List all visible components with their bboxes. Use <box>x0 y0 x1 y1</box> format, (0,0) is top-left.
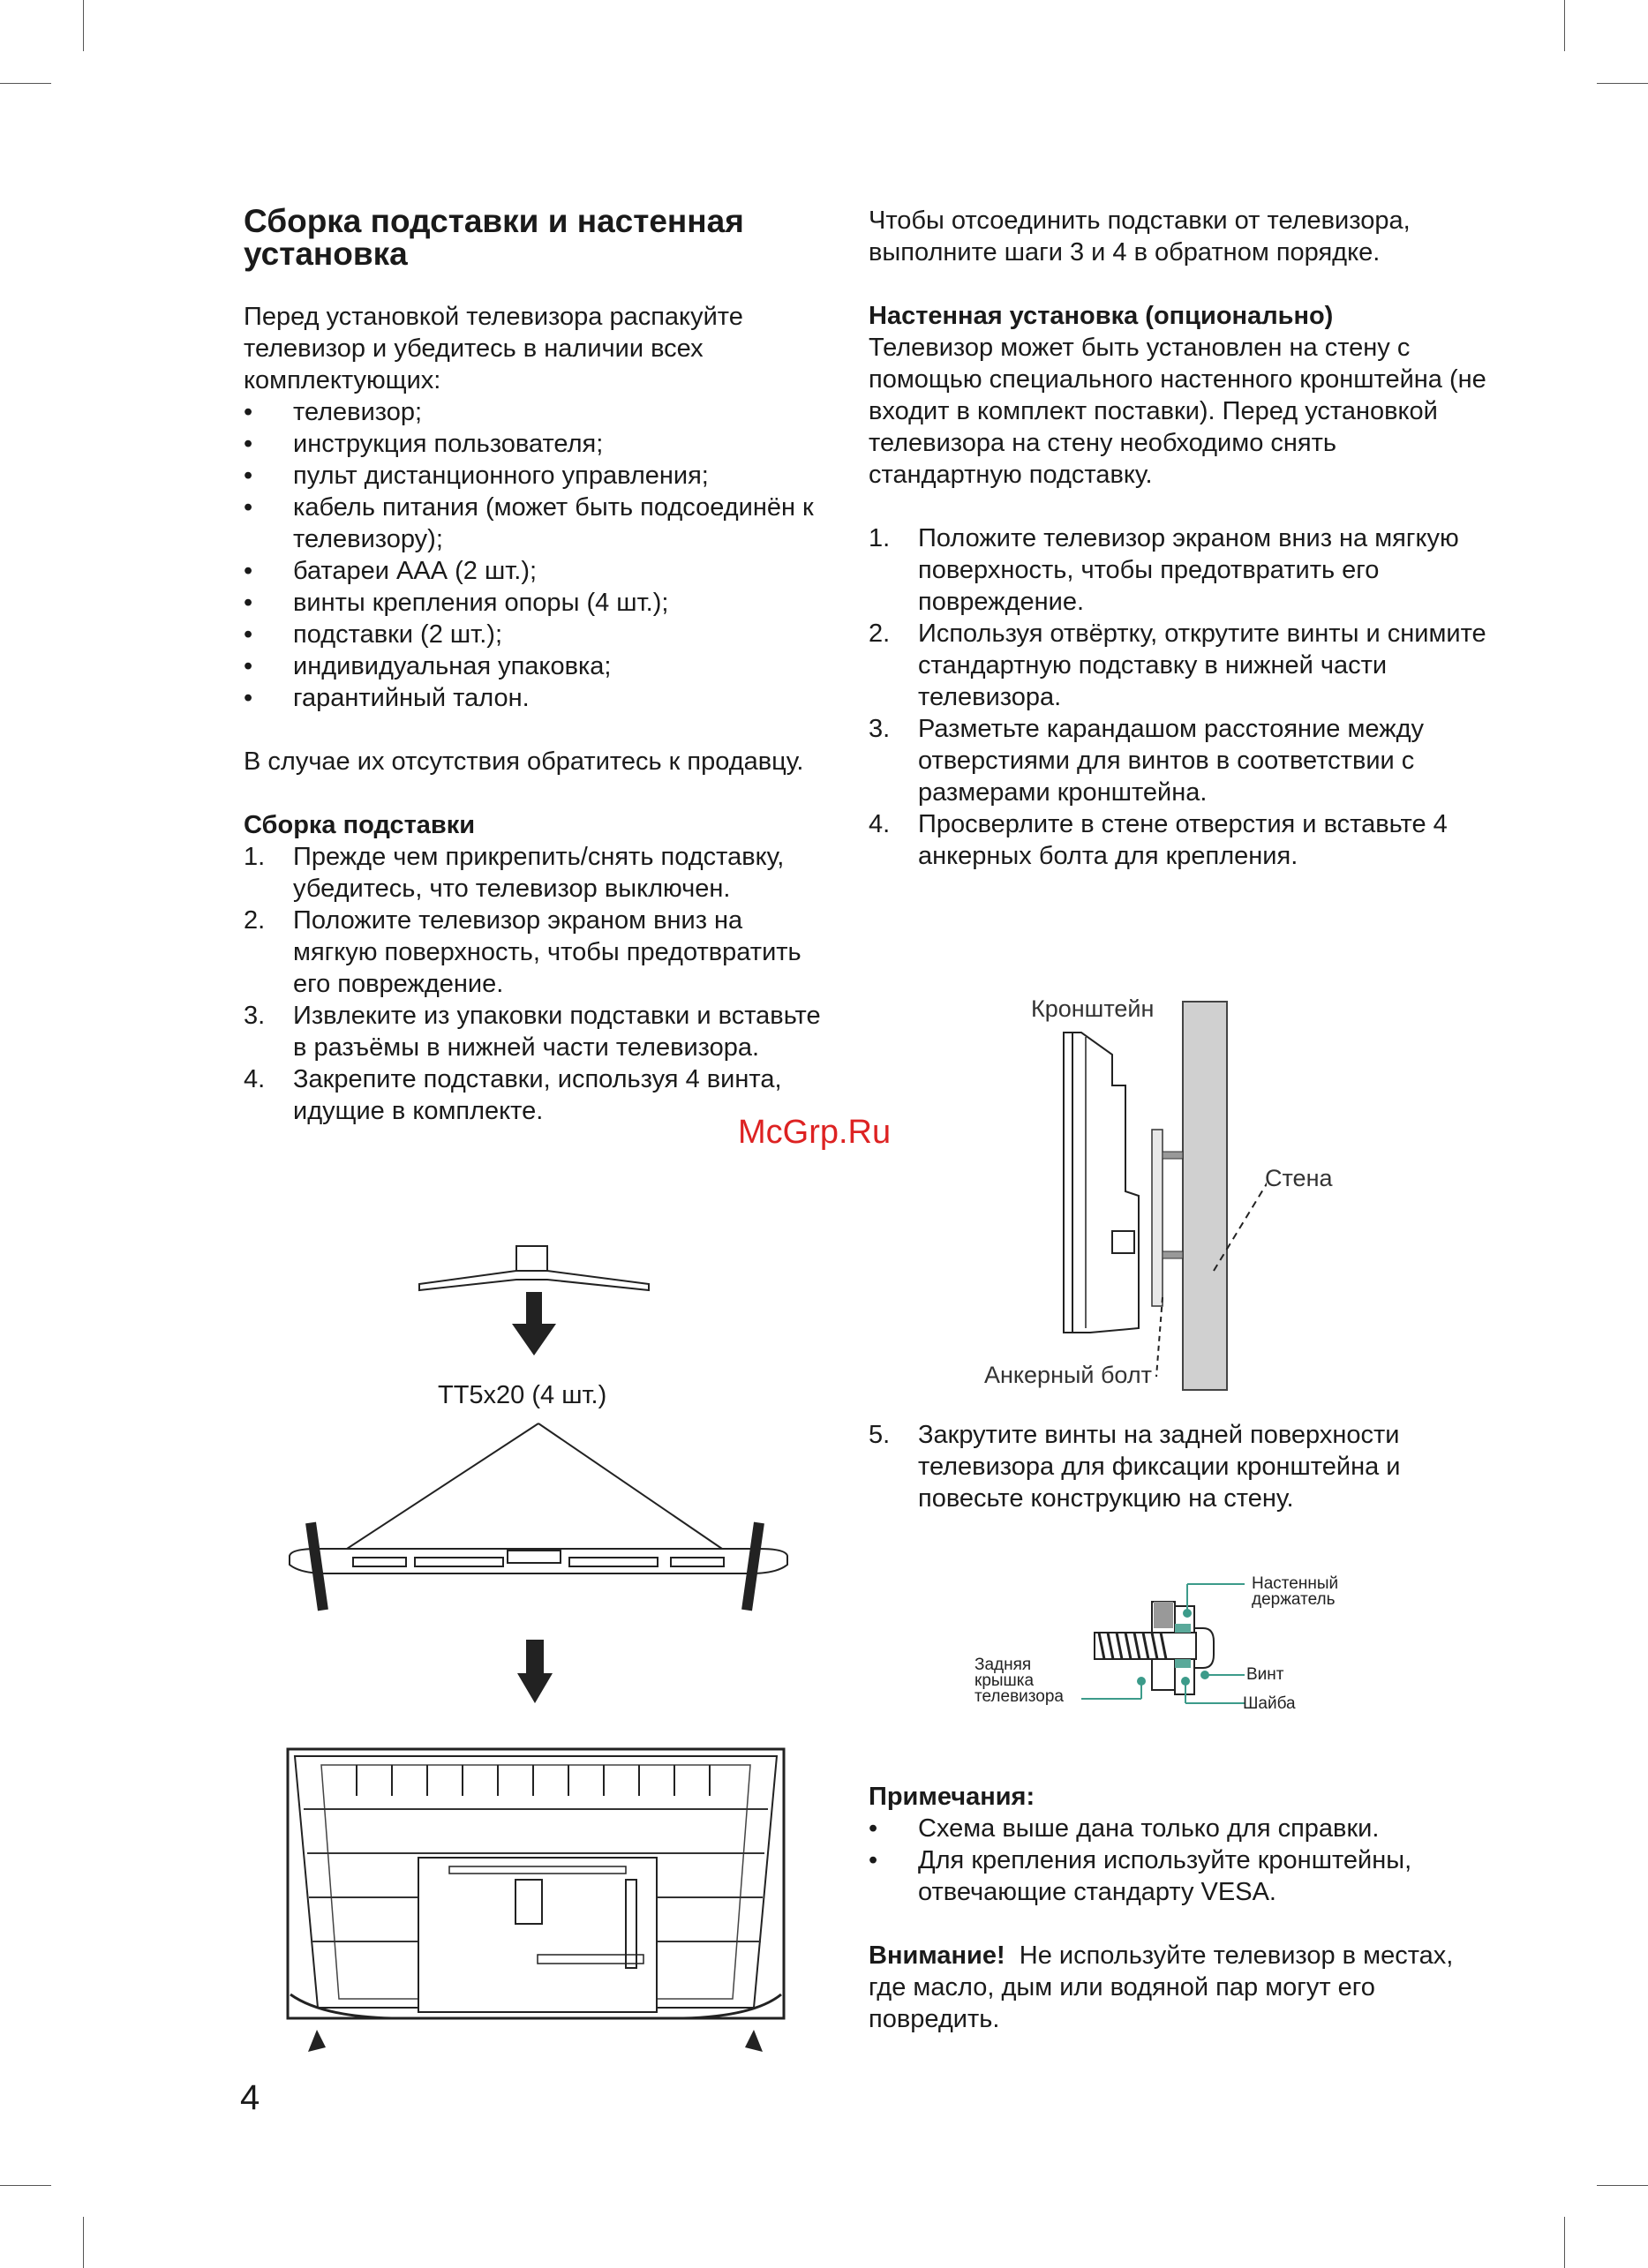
page-number: 4 <box>240 2078 260 2117</box>
notes-heading: Примечания: <box>869 1783 1035 1811</box>
wall-label: Стена <box>1265 1165 1333 1191</box>
note-item: • Для крепления используйте кронштейны, отвечающие стандарту VESA. <box>869 1846 1412 1906</box>
list-item: • кабель питания (может быть подсоединён к телевизору); <box>244 493 814 553</box>
list-item: • инструкция пользователя; <box>244 430 604 458</box>
wall-steps <box>869 522 1486 872</box>
bracket-label: Кронштейн <box>1031 995 1155 1022</box>
list-item: • телевизор; <box>244 398 423 426</box>
crop-mark <box>0 2185 51 2186</box>
list-item: • пульт дистанционного управления; <box>244 462 709 490</box>
step-item: 3. Извлеките из упаковки подставки и вставьте в разъёмы в нижней части телевизора. <box>244 1002 821 1062</box>
crop-mark <box>1597 83 1648 84</box>
step-item: 4. Просверлите в стене отверстия и вставьте 4 анкерных болта для крепления. <box>869 810 1448 870</box>
right-column <box>869 205 1486 872</box>
step-item: 5. Закрутите винты на задней поверхности телевизора для фиксации кронштейна и повесьте конструкцию на стену. <box>869 1421 1401 1513</box>
crop-mark <box>1597 2185 1648 2186</box>
screw-detail-illustration <box>1072 1580 1249 1721</box>
stand-illustration <box>415 1235 662 1359</box>
wall-bracket-illustration <box>1037 997 1267 1394</box>
warning-text: Внимание! Не используйте телевизор в местах, где масло, дым или водяной пар могут его повредить. <box>869 1941 1454 2033</box>
crop-mark <box>83 2217 84 2268</box>
back-cover-label: Задняя крышка телевизора <box>975 1656 1064 1706</box>
crop-mark <box>1564 2217 1565 2268</box>
screw-spec-label: ТТ5х20 (4 шт.) <box>438 1381 607 1409</box>
anchor-bolt-label: Анкерный болт <box>984 1362 1152 1388</box>
step-item: 1. Прежде чем прикрепить/снять подставку, убедитесь, что телевизор выключен. <box>244 843 785 903</box>
left-column <box>244 205 826 1127</box>
step5-block <box>869 1419 1486 1514</box>
tv-back-illustration <box>286 1747 786 2058</box>
screw-label: Винт <box>1246 1665 1284 1684</box>
missing-items-text: В случае их отсутствия обратитесь к продавцу. <box>244 747 804 776</box>
note-item: • Схема выше дана только для справки. <box>869 1814 1380 1843</box>
step-item: 2. Положите телевизор экраном вниз на мягкую поверхность, чтобы предотвратить его повреждение. <box>244 906 801 998</box>
crop-mark <box>83 0 84 51</box>
wall-mount-intro: Телевизор может быть установлен на стену с помощью специального настенного кронштейна (не входит в комплект поставки). Перед установкой телевизора на стену необходимо снять стандартную подставку. <box>869 334 1486 489</box>
wall-holder-label: Настенный держатель <box>1252 1574 1339 1609</box>
watermark: McGrp.Ru <box>738 1114 892 1151</box>
intro-text: Перед установкой телевизора распакуйте телевизор и убедитесь в наличии всех комплектующих: <box>244 303 743 394</box>
assembly-steps <box>244 841 826 1127</box>
arrow-down-icon <box>517 1640 553 1703</box>
list-item: • гарантийный талон. <box>244 684 530 712</box>
wall-mount-heading: Настенная установка (опционально) <box>869 302 1334 330</box>
tv-with-stands-illustration <box>282 1416 794 1615</box>
list-item: • подставки (2 шт.); <box>244 620 502 649</box>
step-item: 3. Разметьте карандашом расстояние между отверстиями для винтов в соответствии с размерами кронштейна. <box>869 715 1425 807</box>
list-item: • батареи ААА (2 шт.); <box>244 557 538 585</box>
list-item: • индивидуальная упаковка; <box>244 652 612 680</box>
step-item: 2. Используя отвёртку, открутите винты и снимите стандартную подставку в нижней части телевизора. <box>869 620 1486 711</box>
detach-text: Чтобы отсоединить подставки от телевизора, выполните шаги 3 и 4 в обратном порядке. <box>869 207 1411 267</box>
package-list <box>244 396 826 714</box>
assembly-heading: Сборка подставки <box>244 811 476 839</box>
warning-label: Внимание! <box>869 1941 1005 1970</box>
step-item: 4. Закрепите подставки, используя 4 винта, идущие в комплекте. <box>244 1065 782 1125</box>
crop-mark <box>0 83 51 84</box>
list-item: • винты крепления опоры (4 шт.); <box>244 589 669 617</box>
crop-mark <box>1564 0 1565 51</box>
page-title: Сборка подставки и настенная установка <box>244 203 744 272</box>
step-item: 1. Положите телевизор экраном вниз на мягкую поверхность, чтобы предотвратить его повреждение. <box>869 524 1459 616</box>
notes-block <box>869 1781 1486 2035</box>
arrow-down-icon <box>512 1292 556 1356</box>
washer-label: Шайба <box>1243 1694 1296 1713</box>
